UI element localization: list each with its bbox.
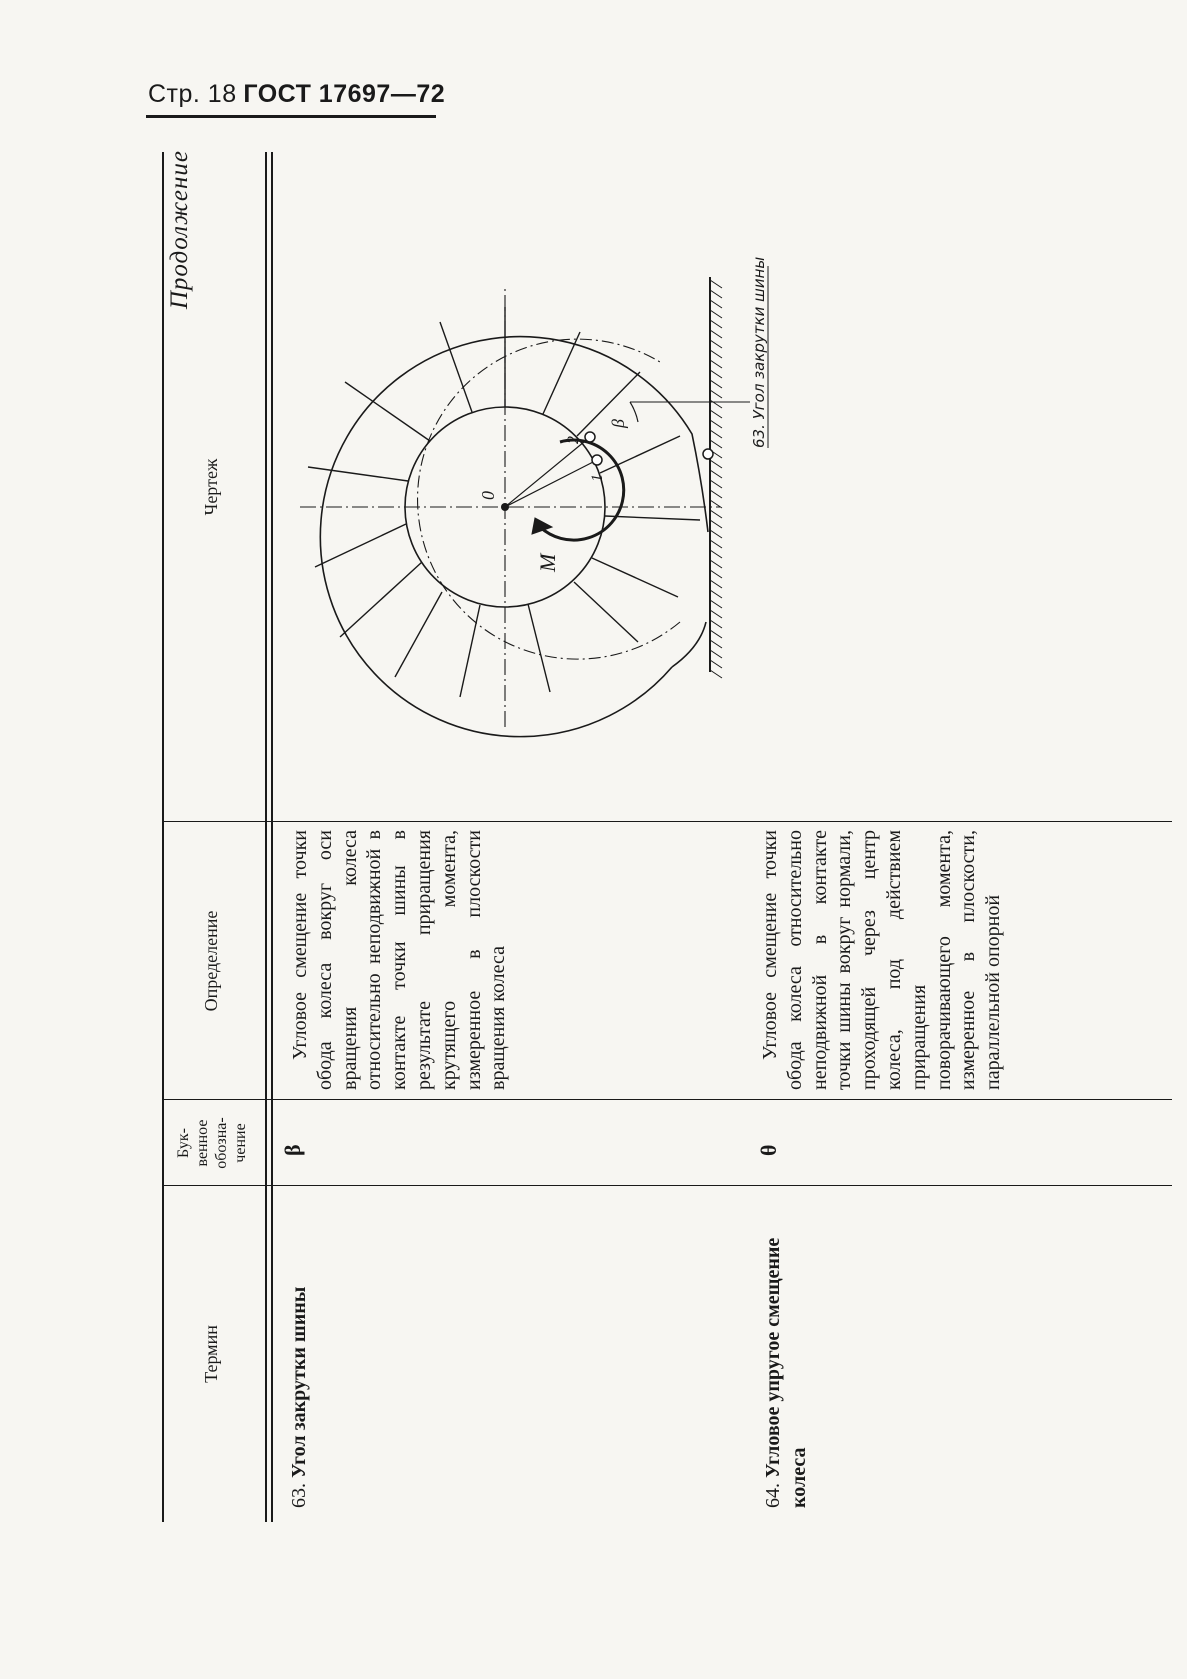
row-64-definition: Угловое смещение точки обода колеса относительно неподвижной в контакте точки шины вокруг нормали, проходящей через центр колеса, под действием приращения поворачивающего момента, измеренное в плоскости, параллельной опорной bbox=[759, 830, 1005, 1090]
row-64-symbol: θ bbox=[756, 1144, 781, 1156]
row-63-symbol: β bbox=[280, 1144, 305, 1156]
column-header-drawing: Чертеж bbox=[201, 458, 221, 516]
moment-arrow-arc bbox=[540, 440, 624, 540]
tire-lower-left-contour bbox=[672, 622, 706, 667]
page-number-label: Стр. 18 bbox=[148, 80, 237, 108]
tread-radial-lines bbox=[308, 307, 700, 697]
label-point-2: 2 bbox=[565, 436, 582, 444]
continuation-label: Продолжение bbox=[166, 150, 193, 310]
figure-caption: 63. Угол закрутки шины bbox=[750, 256, 768, 448]
row-64-name: Угловое упругое смещение колеса bbox=[762, 1237, 810, 1508]
radius-to-point-2 bbox=[505, 437, 590, 507]
row-63-definition: Угловое смещение точки обода колеса вокруг оси вращения колеса относительно неподвижной в контакте точки шины в результате приращения крутящего момента, измеренное в плоскости вращения колеса bbox=[289, 830, 510, 1090]
tread-centerline-curves bbox=[418, 339, 680, 659]
column-header-symbol: Бук- венное обозна- чение bbox=[175, 1117, 249, 1169]
page-header bbox=[148, 80, 445, 109]
radius-to-point-1 bbox=[505, 460, 597, 507]
column-header-definition: Определение bbox=[201, 910, 221, 1012]
column-header-term: Термин bbox=[201, 1325, 221, 1383]
row-64-number: 64. bbox=[762, 1483, 784, 1508]
row-63-name: Угол закрутки шины bbox=[288, 1286, 310, 1478]
label-point-1: 1 bbox=[589, 474, 606, 482]
header-rule bbox=[146, 115, 436, 118]
row-63-number: 63. bbox=[288, 1483, 310, 1508]
tire-twist-drawing bbox=[160, 152, 1070, 1522]
standard-number: ГОСТ 17697—72 bbox=[243, 80, 446, 108]
contact-point-marker bbox=[703, 449, 713, 459]
label-beta: β bbox=[608, 419, 628, 428]
center-point-o bbox=[501, 503, 509, 511]
moment-arrowhead bbox=[532, 518, 552, 534]
ground-hatching bbox=[710, 280, 722, 678]
point-2-marker bbox=[585, 432, 595, 442]
point-1-marker bbox=[592, 455, 602, 465]
beta-angle-arc bbox=[630, 402, 638, 422]
rotated-table-page bbox=[160, 152, 1070, 1522]
label-moment-m: M bbox=[535, 553, 560, 572]
label-center-o: 0 bbox=[478, 491, 498, 500]
